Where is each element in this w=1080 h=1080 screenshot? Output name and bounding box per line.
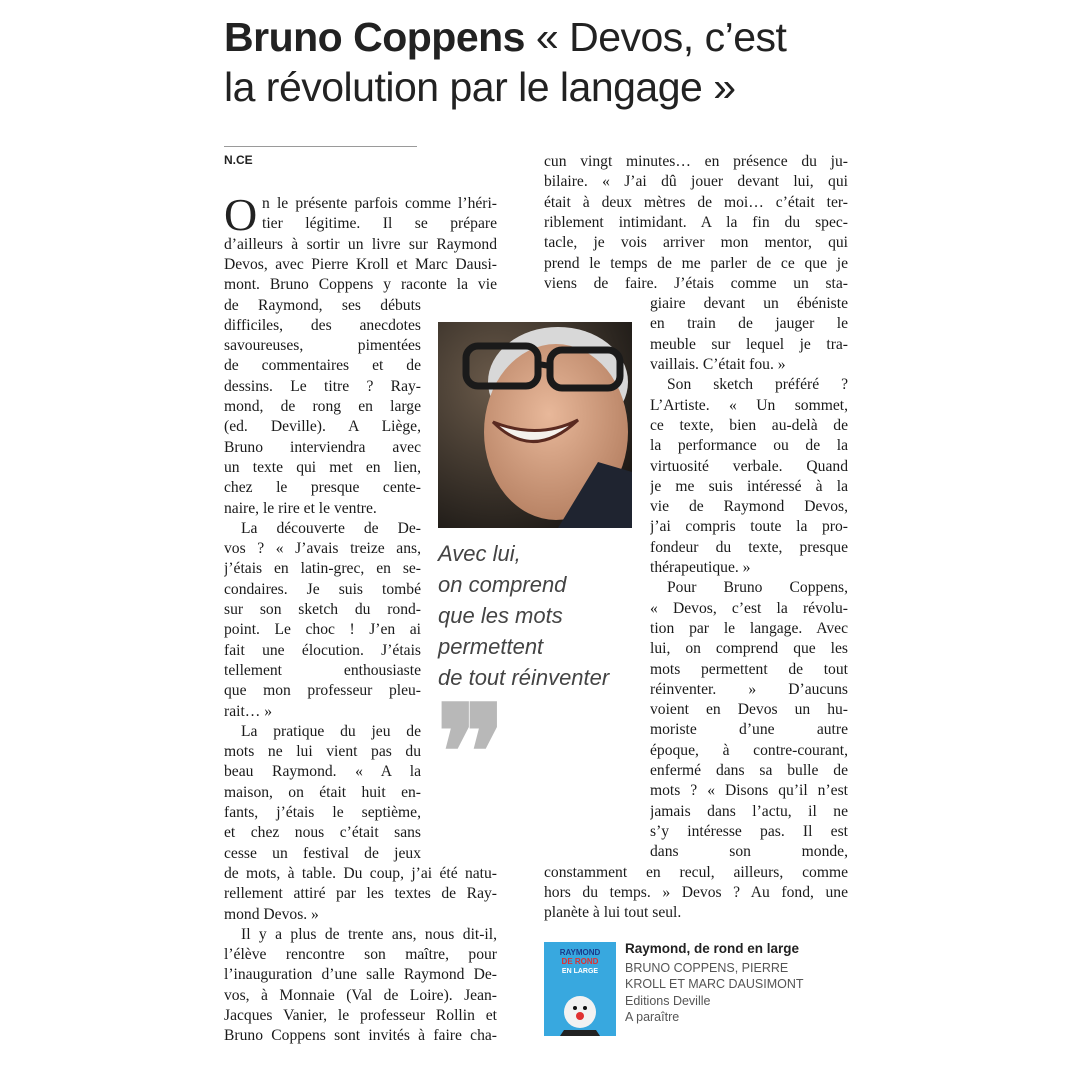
pull-quote-line: que les mots <box>438 603 563 628</box>
article-line: vos ? « J’avais treize ans, <box>224 540 421 558</box>
closing-quote-icon: ❞ <box>436 683 506 827</box>
article-line: mond, de rong en large <box>224 398 421 415</box>
article-line: hors du temps. » Devos ? Au fond, une <box>544 883 848 901</box>
book-title: Raymond, de rond en large <box>625 941 800 956</box>
article-line: prend le temps de me parler de ce que je <box>544 254 848 272</box>
article-line: jamais dans l’actu, il ne <box>650 802 848 820</box>
article-line: et chez nous c’était sans <box>224 824 421 842</box>
article-line: chez le presque cente- <box>224 479 421 497</box>
portrait-illustration <box>438 322 632 528</box>
pull-quote-line: on comprend <box>438 572 567 597</box>
title-quote-line-2: la révolution par le langage » <box>224 64 736 110</box>
article-line: rait… » <box>224 702 273 720</box>
pull-quote-line: de tout réinventer <box>438 665 610 690</box>
article-line: tacle, je vois arriver mon mentor, qui <box>544 234 848 252</box>
book-cover-title-1: RAYMOND <box>559 948 601 957</box>
article-line: dans son monde, <box>650 843 848 861</box>
article-line: mots ? « Disons qu’il n’est <box>650 782 848 800</box>
article-line: bilaire. « J’ai dû jouer devant lui, qui <box>544 173 848 191</box>
article-line: j’étais en latin-grec, en se- <box>224 560 421 578</box>
article-line: « Devos, c’est la révolu- <box>650 599 848 617</box>
byline: N.CE <box>224 153 253 167</box>
article-line: je me suis intéressé à la <box>650 477 848 495</box>
pull-quote-line: Avec lui, <box>438 541 521 566</box>
book-cover-title-3: EN LARGE <box>561 968 599 975</box>
article-line: d’ailleurs à sortir un livre sur Raymond <box>224 235 497 253</box>
article-line: ce texte, bien au-delà de <box>650 416 848 434</box>
article-title <box>224 12 844 112</box>
article-line: lui, on comprend que les <box>650 640 848 658</box>
article-line: moriste d’une autre <box>650 721 848 739</box>
article-line: la performance ou de la <box>650 437 848 455</box>
article-line: en train de jauger le <box>650 315 848 333</box>
article-line: virtuosité verbale. Quand <box>650 457 848 475</box>
book-publisher: Editions Deville <box>625 993 711 1008</box>
drop-cap: O <box>224 189 258 240</box>
article-line: Son sketch préféré ? <box>667 376 848 394</box>
article-line: réinventer. » D’aucuns <box>650 680 848 698</box>
article-line: fants, j’étais le septième, <box>224 804 421 821</box>
article-line: Jacques Vanier, le professeur Rollin et <box>224 1007 497 1024</box>
article-line: Pour Bruno Coppens, <box>667 579 848 597</box>
book-cover-art <box>544 942 616 1036</box>
book-status: A paraître <box>625 1010 680 1024</box>
article-line: que mon professeur pleu- <box>224 682 421 700</box>
article-line: Devos, avec Pierre Kroll et Marc Dausi- <box>224 255 497 273</box>
article-line: beau Raymond. « A la <box>224 763 421 781</box>
title-name: Bruno Coppens <box>224 14 525 60</box>
article-line: était à deux mètres de moi… c’était ter- <box>544 193 848 211</box>
pull-quote-line: permettent <box>438 634 544 659</box>
article-line: point. Le choc ! J’en ai <box>224 621 421 639</box>
article-line: époque, à contre-courant, <box>650 741 848 759</box>
article-line: Bruno Coppens sont invités à faire cha- <box>224 1027 497 1045</box>
article-line: mont. Bruno Coppens y raconte la vie <box>224 276 497 294</box>
article-line: mond Devos. » <box>224 905 319 923</box>
article-line: un texte qui met en lien, <box>224 458 421 476</box>
article-line: j’ai compris toute la pro- <box>650 518 848 536</box>
article-line: voient en Devos un hu- <box>650 701 848 719</box>
article-line: Il y a plus de trente ans, nous dit-il, <box>241 925 497 943</box>
article-line: vie de Raymond Devos, <box>650 498 848 516</box>
article-line: l’élève rencontre son maître, pour <box>224 946 497 964</box>
article-line: cun vingt minutes… en présence du ju- <box>544 153 848 170</box>
book-authors-line-1: BRUNO COPPENS, PIERRE <box>625 960 789 975</box>
article-line: s’y intéresse pas. Il est <box>650 822 848 840</box>
article-line: Bruno interviendra avec <box>224 438 421 456</box>
article-line: sur son sketch du rond- <box>224 601 421 618</box>
book-cover <box>544 942 616 1036</box>
article-line: enfermé dans sa bulle de <box>650 762 848 779</box>
article-line: n le présente parfois comme l’héri- <box>262 195 497 212</box>
article-line: meuble sur lequel je tra- <box>650 335 848 353</box>
article-line: (ed. Deville). A Liège, <box>224 418 421 436</box>
article-line: L’Artiste. « Un sommet, <box>650 396 848 414</box>
article-line: vos, à Monnaie (Val de Loire). Jean- <box>224 986 497 1004</box>
article-line: La pratique du jeu de <box>241 722 421 740</box>
article-line: mots permettent de tout <box>650 660 848 678</box>
article-line: condaires. Je suis tombé <box>224 580 421 598</box>
article-line: riblement intimidant. A la fin du spec- <box>544 213 848 231</box>
article-line: savoureuses, pimentées <box>224 337 421 355</box>
article-line: l’inauguration d’une salle Raymond De- <box>224 966 497 984</box>
article-line: La découverte de De- <box>241 519 421 537</box>
article-line: de Raymond, ses débuts <box>224 296 421 314</box>
book-cover-title-2: DE ROND <box>561 957 599 966</box>
article-line: constamment en recul, ailleurs, comme <box>544 863 848 881</box>
article-line: dessins. Le titre ? Ray- <box>224 377 421 395</box>
article-line: tier légitime. Il se prépare <box>262 215 497 233</box>
article-line: maison, on était huit en- <box>224 783 421 801</box>
book-authors-line-2: KROLL ET MARC DAUSIMONT <box>625 977 804 991</box>
article-line: de commentaires et de <box>224 357 421 375</box>
article-line: fondeur du texte, presque <box>650 538 848 556</box>
article-line: fait une élocution. J’étais <box>224 641 421 659</box>
pull-quote <box>438 538 638 693</box>
article-line: de mots, à table. Du coup, j’ai été natu- <box>224 864 497 882</box>
article-line: giaire devant un ébéniste <box>650 295 848 313</box>
article-line: difficiles, des anecdotes <box>224 316 421 334</box>
article-line: vaillais. C’était fou. » <box>650 356 786 373</box>
byline-rule <box>224 146 417 147</box>
article-line: viens de faire. J’étais comme un sta- <box>544 274 848 292</box>
article-line: cesse un festival de jeux <box>224 844 421 862</box>
portrait-photo <box>438 322 632 528</box>
article-line: thérapeutique. » <box>650 559 751 576</box>
article-line: naire, le rire et le ventre. <box>224 499 377 517</box>
book-info <box>625 941 865 1026</box>
article-line: planète à lui tout seul. <box>544 904 682 922</box>
title-quote-line-1: « Devos, c’est <box>535 14 787 60</box>
article-line: rellement attiré par les textes de Ray- <box>224 885 497 903</box>
article-line: tion par le langage. Avec <box>650 619 848 637</box>
article-line: mots ne lui vient pas du <box>224 743 421 761</box>
article-line: tellement enthousiaste <box>224 661 421 679</box>
